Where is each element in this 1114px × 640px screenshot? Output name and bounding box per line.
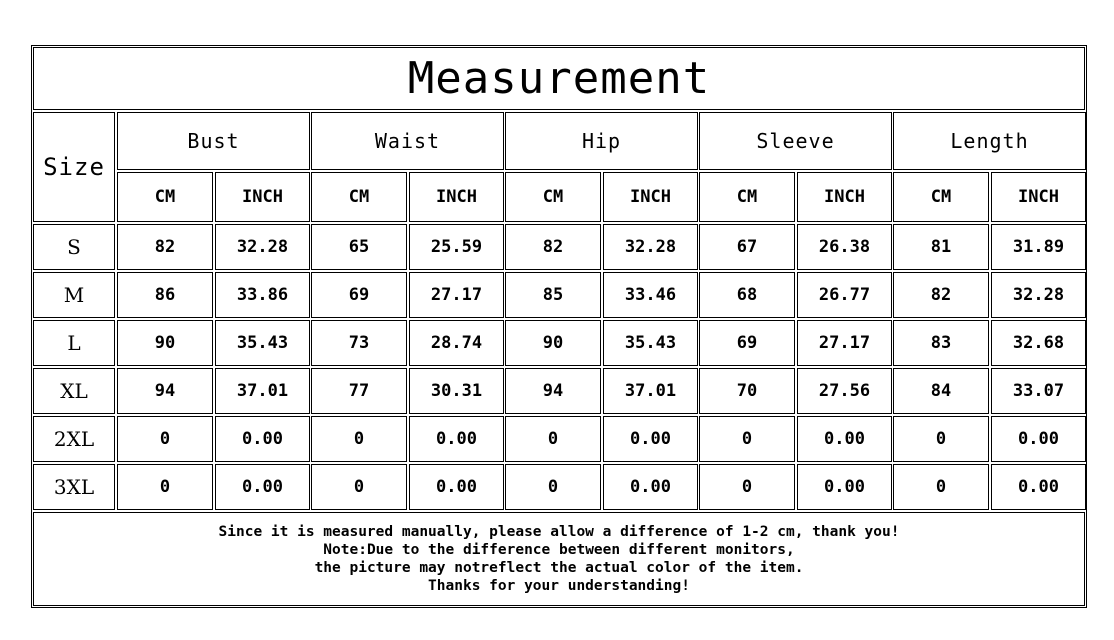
value-cell: 84	[893, 368, 989, 414]
value-cell: 33.07	[991, 368, 1086, 414]
size-label-3xl: 3XL	[33, 464, 115, 510]
value-cell: 33.46	[603, 272, 698, 318]
unit-header-inch: INCH	[797, 172, 892, 222]
value-cell: 28.74	[409, 320, 504, 366]
value-cell: 90	[117, 320, 213, 366]
value-cell: 30.31	[409, 368, 504, 414]
value-cell: 0	[117, 416, 213, 462]
value-cell: 77	[311, 368, 407, 414]
value-cell: 27.17	[409, 272, 504, 318]
value-cell: 0.00	[409, 416, 504, 462]
value-cell: 32.28	[603, 224, 698, 270]
unit-header-cm: CM	[699, 172, 795, 222]
unit-header-inch: INCH	[215, 172, 310, 222]
value-cell: 0	[699, 416, 795, 462]
value-cell: 82	[505, 224, 601, 270]
group-header-sleeve: Sleeve	[699, 112, 892, 170]
size-label-2xl: 2XL	[33, 416, 115, 462]
value-cell: 73	[311, 320, 407, 366]
value-cell: 85	[505, 272, 601, 318]
value-cell: 0.00	[603, 464, 698, 510]
value-cell: 65	[311, 224, 407, 270]
footnote	[33, 512, 1085, 606]
unit-header-inch: INCH	[991, 172, 1086, 222]
group-header-bust: Bust	[117, 112, 310, 170]
value-cell: 86	[117, 272, 213, 318]
chart-title: Measurement	[33, 47, 1085, 110]
value-cell: 83	[893, 320, 989, 366]
footnote-line: Since it is measured manually, please allow a difference of 1-2 cm, thank you!	[218, 524, 900, 540]
value-cell: 69	[311, 272, 407, 318]
group-header-waist: Waist	[311, 112, 504, 170]
unit-header-cm: CM	[505, 172, 601, 222]
value-cell: 0	[117, 464, 213, 510]
unit-header-cm: CM	[893, 172, 989, 222]
value-cell: 25.59	[409, 224, 504, 270]
value-cell: 82	[893, 272, 989, 318]
value-cell: 0	[699, 464, 795, 510]
group-header-hip: Hip	[505, 112, 698, 170]
value-cell: 0.00	[991, 464, 1086, 510]
value-cell: 35.43	[603, 320, 698, 366]
value-cell: 81	[893, 224, 989, 270]
size-label-l: L	[33, 320, 115, 366]
value-cell: 33.86	[215, 272, 310, 318]
value-cell: 67	[699, 224, 795, 270]
value-cell: 27.56	[797, 368, 892, 414]
unit-header-inch: INCH	[409, 172, 504, 222]
footnote-line: Thanks for your understanding!	[428, 578, 690, 594]
footnote-line: the picture may notreflect the actual color of the item.	[314, 560, 804, 576]
unit-header-inch: INCH	[603, 172, 698, 222]
size-column-header: Size	[33, 112, 115, 222]
size-label-s: S	[33, 224, 115, 270]
value-cell: 70	[699, 368, 795, 414]
value-cell: 0.00	[797, 416, 892, 462]
value-cell: 0.00	[215, 416, 310, 462]
value-cell: 0	[505, 416, 601, 462]
value-cell: 26.38	[797, 224, 892, 270]
value-cell: 0.00	[215, 464, 310, 510]
value-cell: 0.00	[797, 464, 892, 510]
value-cell: 94	[505, 368, 601, 414]
value-cell: 37.01	[603, 368, 698, 414]
value-cell: 69	[699, 320, 795, 366]
value-cell: 32.68	[991, 320, 1086, 366]
size-label-m: M	[33, 272, 115, 318]
value-cell: 0	[505, 464, 601, 510]
value-cell: 0	[893, 464, 989, 510]
value-cell: 0	[311, 416, 407, 462]
value-cell: 94	[117, 368, 213, 414]
unit-header-cm: CM	[311, 172, 407, 222]
unit-header-cm: CM	[117, 172, 213, 222]
value-cell: 90	[505, 320, 601, 366]
value-cell: 0.00	[991, 416, 1086, 462]
value-cell: 32.28	[991, 272, 1086, 318]
value-cell: 0.00	[603, 416, 698, 462]
value-cell: 35.43	[215, 320, 310, 366]
value-cell: 0.00	[409, 464, 504, 510]
value-cell: 32.28	[215, 224, 310, 270]
value-cell: 26.77	[797, 272, 892, 318]
value-cell: 82	[117, 224, 213, 270]
value-cell: 27.17	[797, 320, 892, 366]
footnote-line: Note:Due to the difference between different monitors,	[323, 542, 795, 558]
value-cell: 31.89	[991, 224, 1086, 270]
group-header-length: Length	[893, 112, 1086, 170]
value-cell: 0	[311, 464, 407, 510]
value-cell: 37.01	[215, 368, 310, 414]
size-label-xl: XL	[33, 368, 115, 414]
value-cell: 0	[893, 416, 989, 462]
value-cell: 68	[699, 272, 795, 318]
